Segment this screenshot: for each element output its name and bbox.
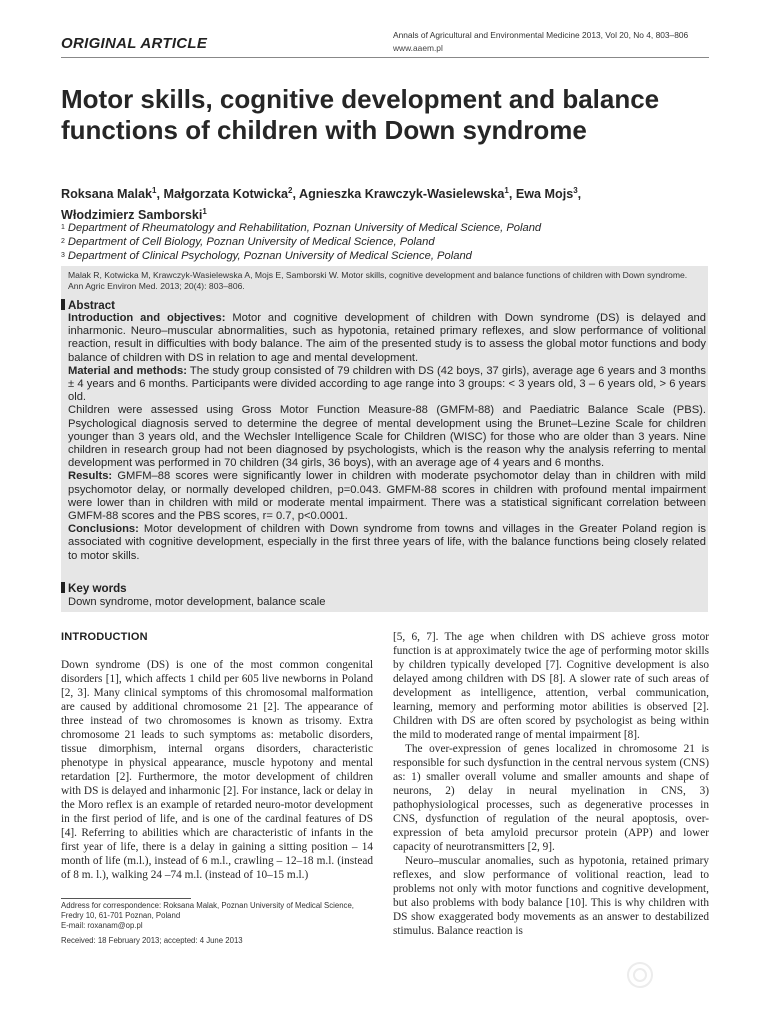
footnote-email[interactable]: E-mail: roxanam@op.pl <box>61 921 143 930</box>
keywords-heading <box>61 582 127 595</box>
author-list: Roksana Malak$^1$, Małgorzata Kotwicka$^2$, Agnieszka Krawczyk-Wasielewska$^1$, Ewa Mojs$^3$, Włodzimierz Samborski$^1$ <box>61 186 582 223</box>
received-dates: Received: 18 February 2013; accepted: 4 June 2013 <box>61 936 243 945</box>
footnote-line: Fredry 10, 61-701 Poznan, Poland <box>61 911 181 920</box>
body-paragraph: [5, 6, 7]. The age when children with DS achieve gross motor function is at approximately twice the age of performing motor skills by children typically developed [7]. Cognitive development is also delayed among children with DS [8]. A slower rate of such areas of development as intelligence, attention, verbal communication, learning, memory and performing motor abilities is observed [2]. Children with DS are often scored by psychologist as being within the mild to moderated range of mental impairment [8]. <box>393 631 709 741</box>
affiliation-number: 2 <box>61 238 65 245</box>
body-paragraph: Down syndrome (DS) is one of the most common congenital disorders [1], which affects 1 child per 605 live newborns in Poland [2, 3]. Many clinical symptoms of this chromosomal malformation are caused by additional chromosome 21 [2]. The appearance of three instead of two chromosomes is known as trisomy. Extra chromosome 21 leads to such symptoms as: metabolic disorders, tissue dimorphism, internal organs disorders, characteristic phenotype in physical appearance, muscle hypotony and mental retardation [2]. Furthermore, the motor development of children with DS is delayed and inharmonic [2]. For instance, lack or delay in the Moro reflex is an example of retarded neuro-motor development in the first period of life, and is one of the cardinal features of DS [4]. Referring to abilities which are characteristic of infants in the first year of life, there is a delay in gaining a sitting position – 14 month of life (m.l.), instead of 6 m.l., crawling – 12–18 m.l. (instead of 8 m. l.), walking 24 –74 m.l. (instead of 10–15 m.l.) <box>61 659 373 881</box>
article-type-label: ORIGINAL ARTICLE <box>61 35 208 52</box>
abstract-paragraph: Children were assessed using Gross Motor Function Measure-88 (GMFM-88) and Paediatric Balance Scale (PBS). Psychological diagnosis served to determine the degree of mental development using the Brunet–Lezine Scale for children younger than 3 years old, and the Wechsler Intelligence Scale for Children (WISC) for those who are older than 3 years. Nine children in research group had not been diagnosed by psychologists, which is the reason why the analysis referring to mental development was performed in 70 children (34 girls, 36 boys), with an average age of 4 years and 6 months. <box>68 404 706 470</box>
affiliation-text: Department of Clinical Psychology, Poznan University of Medical Science, Poland <box>67 250 472 262</box>
keywords-heading-text: Key words <box>68 582 127 595</box>
citation-text: Malak R, Kotwicka M, Krawczyk-Wasielewska A, Mojs E, Samborski W. Motor skills, cognitive development and balance functions of children with Down syndrome. Ann Agric Environ Med. 2013; 20(4): 803–806. <box>68 270 688 291</box>
author-affiliation-mark: 1 <box>504 186 509 195</box>
author-name: Małgorzata Kotwicka <box>163 187 289 202</box>
abstract-label: Results: <box>68 470 113 483</box>
abstract-paragraph <box>68 365 706 405</box>
body-column-left <box>61 658 373 882</box>
abstract-paragraph <box>68 523 706 563</box>
author-affiliation-mark: 1 <box>202 207 207 217</box>
author-name: Agnieszka Krawczyk-Wasielewska <box>299 187 505 202</box>
author-affiliation-mark: 3 <box>573 186 578 195</box>
affiliation-item <box>61 249 711 263</box>
section-marker-icon <box>61 299 65 310</box>
abstract-heading-text: Abstract <box>68 299 116 312</box>
abstract-text: Motor and cognitive development of children with Down syndrome (DS) is delayed and inharmonic. Neuro–muscular abnormalities, such as hypotonia, retained primary reflexes, and slow performance of volitional reaction, result in difficulties with body balance. The aim of the presented study is to assess the global motor functions and body balance of children with DS in relation to age and mental development. <box>68 312 707 364</box>
author-name: Ewa Mojs <box>515 187 574 202</box>
journal-url[interactable]: www.aaem.pl <box>393 43 443 53</box>
keywords-text: Down syndrome, motor development, balance scale <box>68 596 326 608</box>
author-affiliation-mark: 1 <box>152 186 157 195</box>
author-name: Włodzimierz Samborski <box>61 208 203 223</box>
body-paragraph: The over-expression of genes localized in chromosome 21 is responsible for such dysfunction in the central nervous system (CNS) as: 1) smaller overall volume and smaller amounts and shape of neurons, 2) delay in neural myelination in CNS, 3) pathophysiological processes, such as degenerative processes in CNS, dysfunction of regulation of the neural apoptosis, over-expression of beta amyloid precursor protein (APP) and lower capacity of neurotransmitters [2, 9]. <box>393 743 709 853</box>
abstract-heading <box>61 299 115 312</box>
affiliation-number: 1 <box>61 224 65 231</box>
affiliation-item <box>61 235 711 249</box>
section-marker-icon <box>61 582 65 593</box>
affiliation-text: Department of Rheumatology and Rehabilitation, Poznan University of Medical Science, Poland <box>67 222 542 234</box>
affiliation-text: Department of Cell Biology, Poznan University of Medical Science, Poland <box>67 236 435 248</box>
header-divider <box>61 57 709 58</box>
abstract-paragraph <box>68 312 706 365</box>
abstract-text: GMFM–88 scores were significantly lower in children with moderate psychomotor delay than in children with mild psychomotor delay, or normally developed children, p=0.043. GMFM-88 scores in children with profound mental impairment were lower than in children with mild or moderate mental impairment. There was a statistical significant correlation between GMFM-88 scores and the PBS scores, r= 0.7, p<0.0001. <box>68 470 706 523</box>
body-column-right <box>393 630 709 938</box>
abstract-label: Introduction and objectives: <box>68 312 226 324</box>
abstract-text: Motor development of children with Down syndrome from towns and villages in the Greater Poland region is associated with cognitive development, especially in the first three years of life, with the balance functions being closely related to motor skills. <box>68 523 706 562</box>
affiliation-item <box>61 221 711 235</box>
footnote-line: Address for correspondence: Roksana Malak, Poznan University of Medical Science, <box>61 901 354 910</box>
author-affiliation-mark: 2 <box>288 186 293 195</box>
affiliation-number: 3 <box>61 252 65 259</box>
abstract-paragraph <box>68 470 706 523</box>
author-name: Roksana Malak <box>61 187 152 202</box>
abstract-body <box>68 312 706 563</box>
abstract-label: Conclusions: <box>68 523 139 536</box>
body-paragraph: Neuro–muscular anomalies, such as hypotonia, retained primary reflexes, and slow performance of volitional reaction, lead to problems not only with motor functions and cognitive development, but also problems with body balance [10]. This is why children with DS show exaggerated body movements as an answer to destabilized stimulus. Balance reaction is <box>393 855 709 937</box>
journal-citation-line: Annals of Agricultural and Environmental Medicine 2013, Vol 20, No 4, 803–806 <box>393 30 689 40</box>
publisher-watermark-icon <box>625 960 655 990</box>
section-heading-introduction: INTRODUCTION <box>61 631 148 643</box>
article-title: Motor skills, cognitive development and balance functions of children with Down syndrome <box>61 84 660 145</box>
correspondence-footnote <box>61 901 381 931</box>
abstract-label: Material and methods: <box>68 364 187 377</box>
abstract-text: The study group consisted of 79 children with DS (42 boys, 37 girls), average age 6 years and 3 months ± 4 years and 6 months. Participants were divided according to age range into 3 groups: < 3 years old, 3 – 6 years old, > 6 years old. <box>68 364 706 404</box>
affiliation-list <box>61 221 711 263</box>
footnote-divider <box>61 898 191 899</box>
